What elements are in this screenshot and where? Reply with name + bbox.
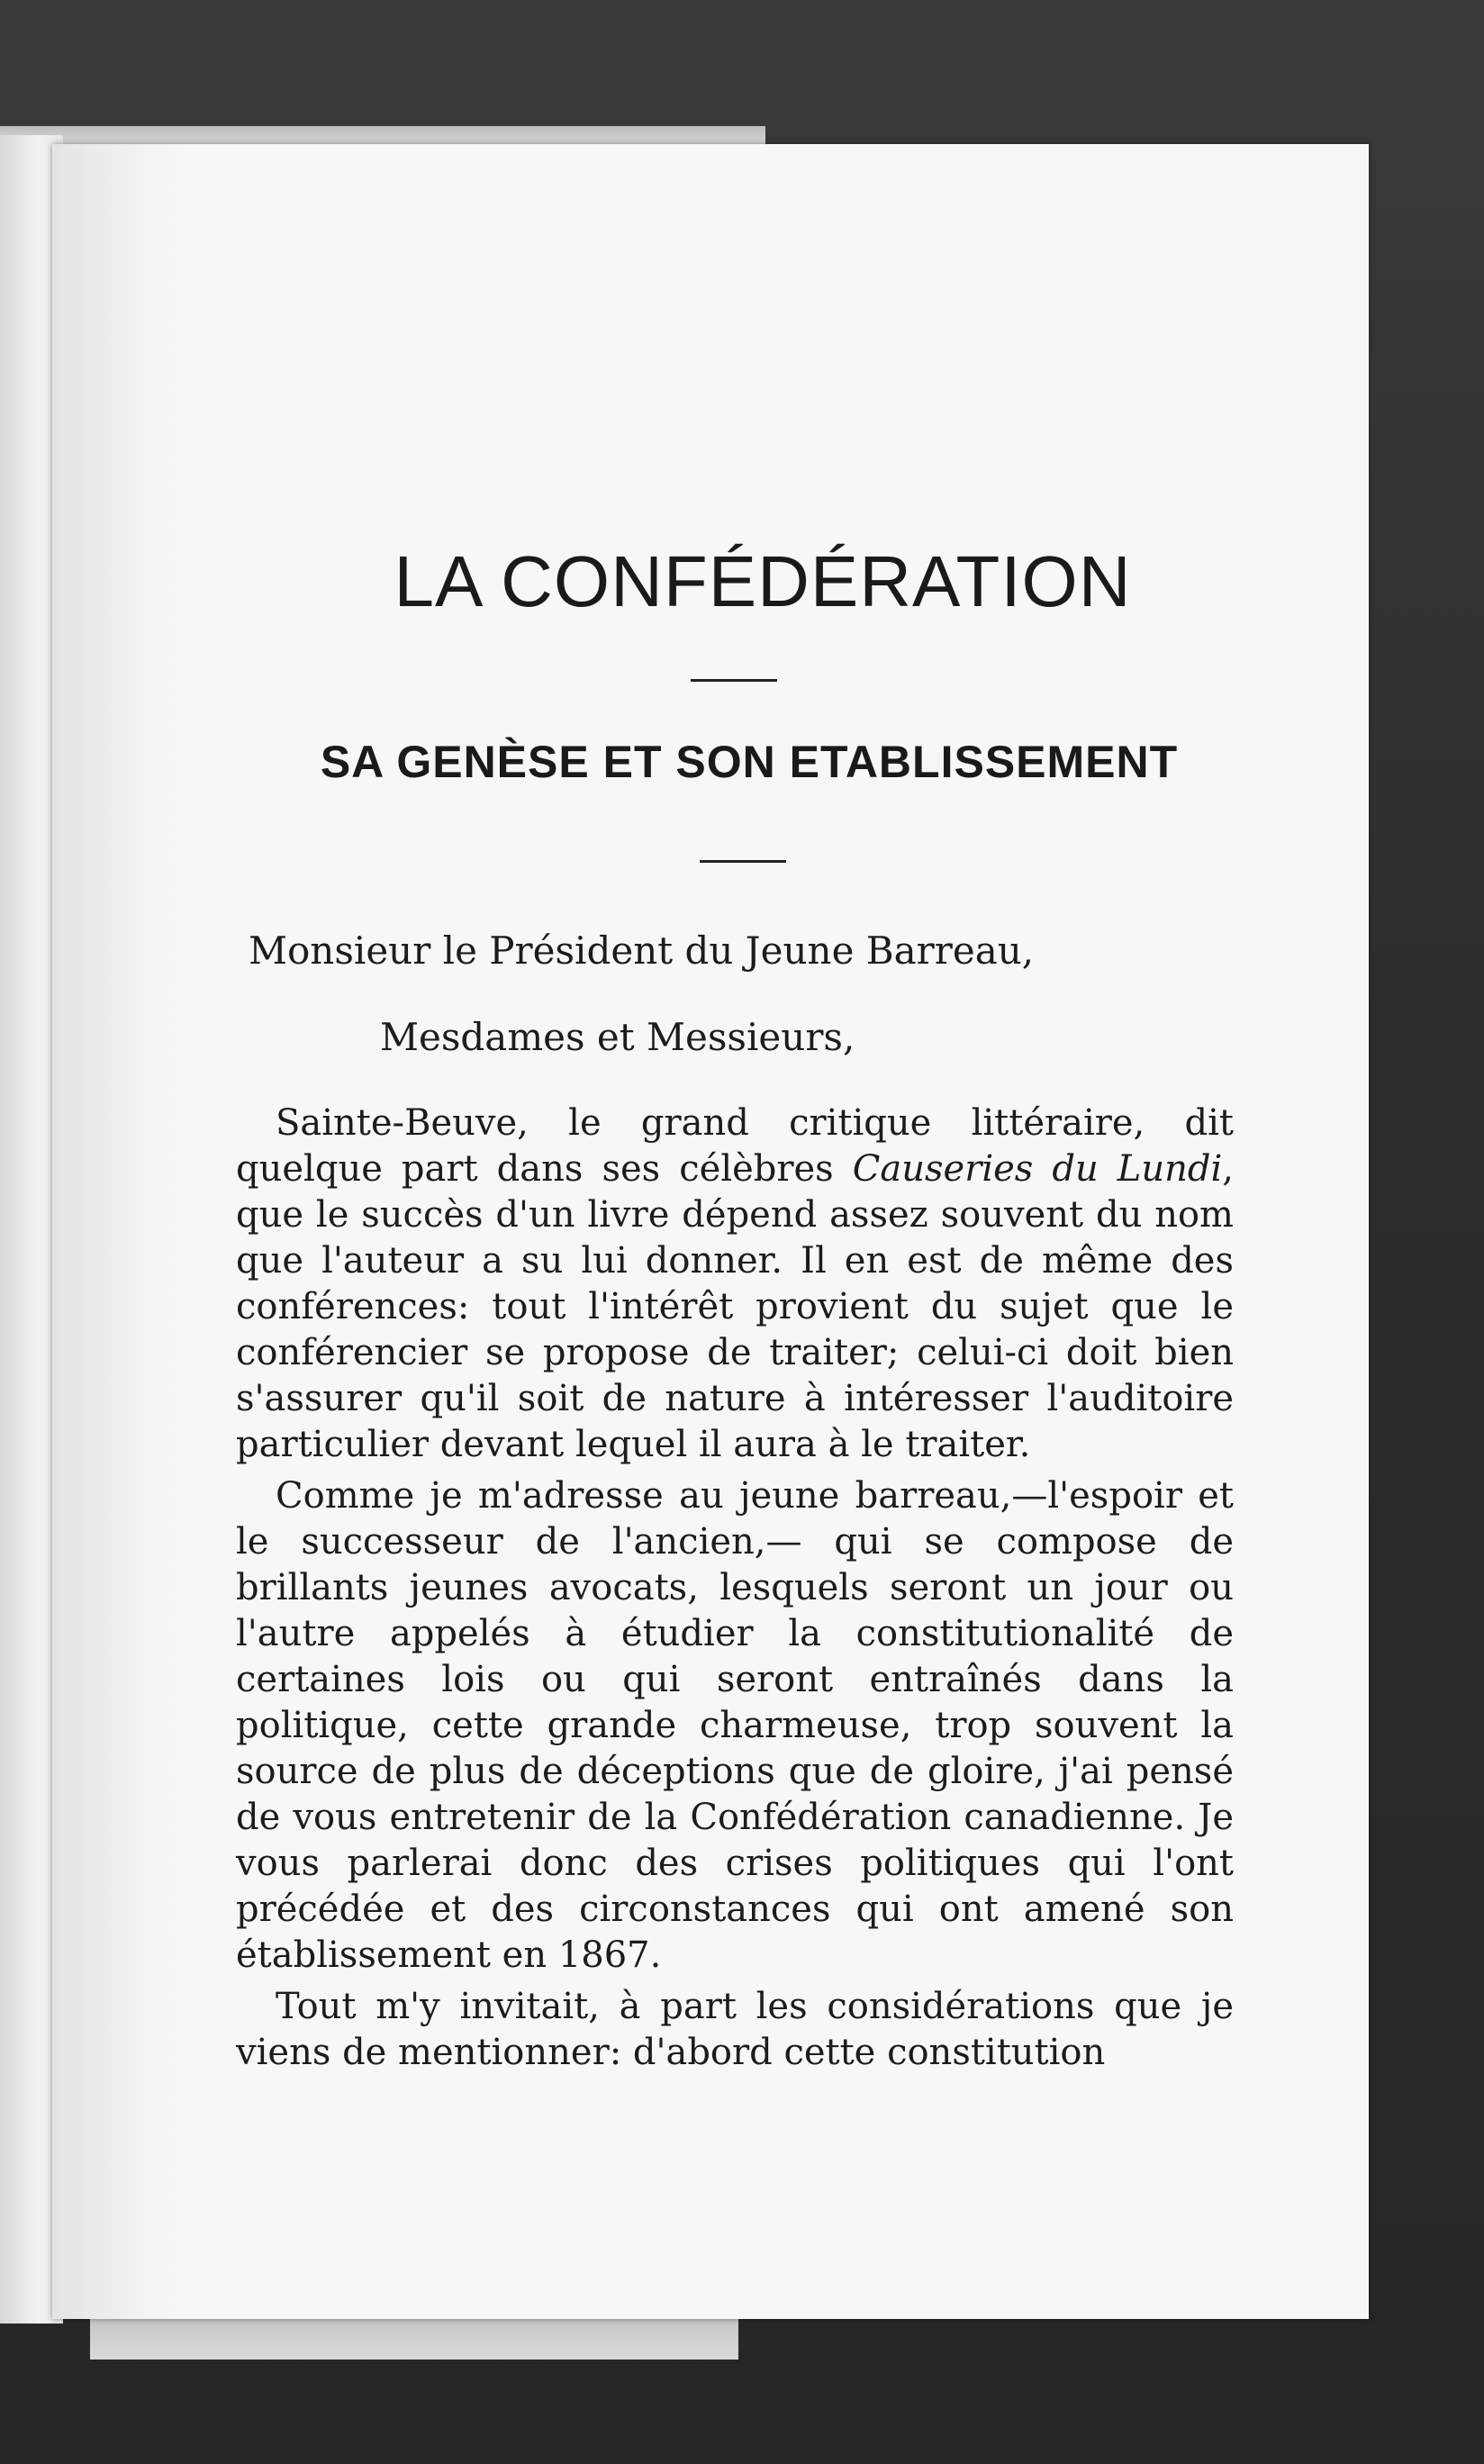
page-content xyxy=(236,540,1235,2081)
body-text xyxy=(236,1101,1234,2076)
salutation-president: Monsieur le Président du Jeune Barreau, xyxy=(249,929,1035,973)
title-divider xyxy=(691,679,777,682)
subtitle-divider xyxy=(700,860,786,863)
salutation-audience: Mesdames et Messieurs, xyxy=(380,1015,855,1059)
document-title: LA CONFÉDÉRATION xyxy=(394,541,1132,621)
document-subtitle: SA GENÈSE ET SON ETABLISSEMENT xyxy=(320,737,1179,787)
paragraph-2: Comme je m'adresse au jeune barreau,—l'espoir et le successeur de l'ancien,— qui se compose de brillants jeunes avocats, lesquels seront un jour ou l'autre appelés à étudier la constitutionalité de certaines lois ou qui seront entraînés dans la politique, cette grande charmeuse, trop souvent la source de plus de déceptions que de gloire, j'ai pensé de vous entretenir de la Confédération canadienne. Je vous parlerai donc des crises politiques qui l'ont précédée et des circonstances qui ont amené son établissement en 1867. xyxy=(236,1475,1234,1976)
paragraph-1-start: Sainte-Beuve, le grand critique littéraire, dit quelque part dans ses célèbres xyxy=(236,1102,1234,1190)
paragraph-1-end: , que le succès d'un livre dépend assez souvent du nom que l'auteur a su lui donner. Il en est de même des conférences: tout l'intérêt provient du sujet que le conférencier se propose de traiter; celui-ci doit bien s'assurer qu'il soit de nature à intéresser l'auditoire particulier devant lequel il aura à le traiter. xyxy=(236,1148,1235,1465)
paragraph-3: Tout m'y invitait, à part les considérations que je viens de mentionner: d'abord cette constitution xyxy=(236,1986,1234,2073)
page-gutter xyxy=(52,144,187,2319)
paragraph-1 xyxy=(236,1101,1234,1468)
book-title-emphasis: Causeries du Lundi xyxy=(852,1148,1223,1190)
